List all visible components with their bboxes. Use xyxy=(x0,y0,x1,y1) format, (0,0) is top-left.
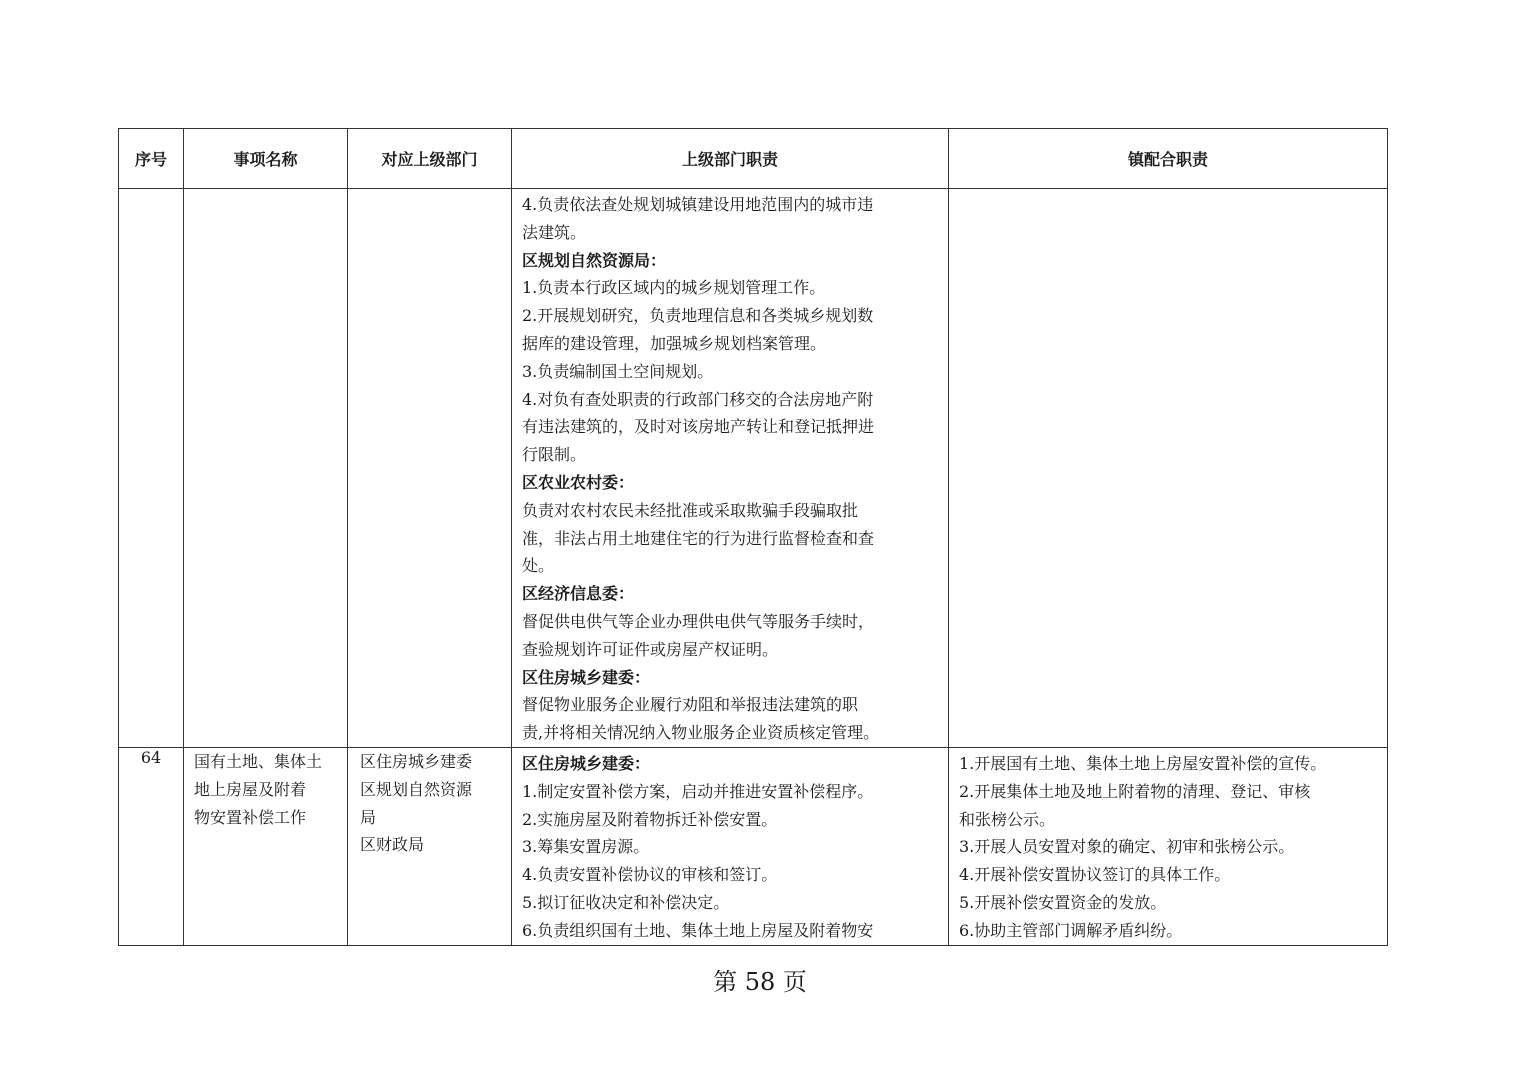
text-line: 3.开展人员安置对象的确定、初审和张榜公示。 xyxy=(959,837,1295,857)
text-line: 1.负责本行政区域内的城乡规划管理工作。 xyxy=(522,278,826,298)
col-header-superior-duties: 上级部门职责 xyxy=(512,129,949,189)
item-name-text xyxy=(184,748,347,831)
table-row-continued xyxy=(119,189,1388,748)
table-row-64 xyxy=(119,747,1388,945)
text-line: 6.负责组织国有土地、集体土地上房屋及附着物安 xyxy=(522,920,874,940)
text-line: 国有土地、集体土 xyxy=(194,751,323,771)
text-line: 6.协助主管部门调解矛盾纠纷。 xyxy=(959,920,1183,940)
text-line: 有违法建筑的，及时对该房地产转让和登记抵押进 xyxy=(522,417,875,437)
text-line: 行限制。 xyxy=(522,445,587,465)
text-line: 1.制定安置补偿方案，启动并推进安置补偿程序。 xyxy=(522,781,874,801)
text-line: 1.开展国有土地、集体土地上房屋安置补偿的宣传。 xyxy=(959,753,1327,773)
page-number: 第 58 页 xyxy=(713,968,807,996)
superior-duties-cell xyxy=(512,747,949,945)
text-line: 查验规划许可证件或房屋产权证明。 xyxy=(522,639,779,659)
text-line: 据库的建设管理，加强城乡规划档案管理。 xyxy=(522,333,827,353)
superior-dept-text xyxy=(348,748,511,859)
text-line: 5.拟订征收决定和补偿决定。 xyxy=(522,892,730,912)
text-line: 4.开展补偿安置协议签订的具体工作。 xyxy=(959,865,1231,885)
header-row xyxy=(119,129,1388,189)
text-line: 2.开展集体土地及地上附着物的清理、登记、审核 xyxy=(959,781,1311,801)
text-line: 负责对农村农民未经批准或采取欺骗手段骗取批 xyxy=(522,500,859,520)
text-line: 2.开展规划研究，负责地理信息和各类城乡规划数 xyxy=(522,306,874,326)
text-line: 4.负责安置补偿协议的审核和签订。 xyxy=(522,865,778,885)
text-line: 督促供电供气等企业办理供电供气等服务手续时， xyxy=(522,611,875,631)
text-line: 物安置补偿工作 xyxy=(194,807,307,827)
text-line: 4.负责依法查处规划城镇建设用地范围内的城市违 xyxy=(522,195,874,214)
text-line: 督促物业服务企业履行劝阻和举报违法建筑的职 xyxy=(522,695,859,715)
col-header-town-duties: 镇配合职责 xyxy=(949,129,1388,189)
dept-heading: 区规划自然资源局： xyxy=(522,250,667,270)
responsibility-table xyxy=(118,128,1388,946)
text-line: 5.开展补偿安置资金的发放。 xyxy=(959,892,1167,912)
town-duties-cell xyxy=(949,747,1388,945)
text-line: 局 xyxy=(360,807,377,827)
number-cell-empty xyxy=(119,189,184,748)
duties-text-block xyxy=(512,189,948,747)
text-line: 2.实施房屋及附着物拆迁补偿安置。 xyxy=(522,809,778,829)
superior-duties-cell xyxy=(512,189,949,748)
text-line: 区住房城乡建委 xyxy=(360,751,473,771)
text-line: 准，非法占用土地建住宅的行为进行监督检查和查 xyxy=(522,528,875,548)
dept-heading: 区住房城乡建委： xyxy=(522,667,651,687)
dept-heading: 区农业农村委： xyxy=(522,472,635,492)
item-name-cell xyxy=(184,747,348,945)
text-line: 责,并将相关情况纳入物业服务企业资质核定管理。 xyxy=(522,723,880,743)
town-duties-text-block xyxy=(949,748,1387,945)
text-line: 和张榜公示。 xyxy=(959,809,1056,829)
col-header-number: 序号 xyxy=(119,129,184,189)
col-header-superior-dept: 对应上级部门 xyxy=(348,129,512,189)
dept-heading: 区住房城乡建委： xyxy=(522,753,651,773)
text-line: 区规划自然资源 xyxy=(360,779,473,799)
col-header-item-name: 事项名称 xyxy=(184,129,348,189)
text-line: 处。 xyxy=(522,556,555,576)
dept-heading: 区经济信息委： xyxy=(522,584,635,604)
superior-dept-cell-empty xyxy=(348,189,512,748)
item-name-cell-empty xyxy=(184,189,348,748)
text-line: 4.对负有查处职责的行政部门移交的合法房地产附 xyxy=(522,389,874,409)
duties-text-block xyxy=(512,748,948,945)
text-line: 3.负责编制国土空间规划。 xyxy=(522,361,714,381)
row-number: 64 xyxy=(119,747,184,945)
text-line: 区财政局 xyxy=(360,835,425,855)
town-duties-cell-empty xyxy=(949,189,1388,748)
superior-dept-cell xyxy=(348,747,512,945)
text-line: 地上房屋及附着 xyxy=(194,779,307,799)
text-line: 3.筹集安置房源。 xyxy=(522,837,650,857)
text-line: 法建筑。 xyxy=(522,222,587,242)
